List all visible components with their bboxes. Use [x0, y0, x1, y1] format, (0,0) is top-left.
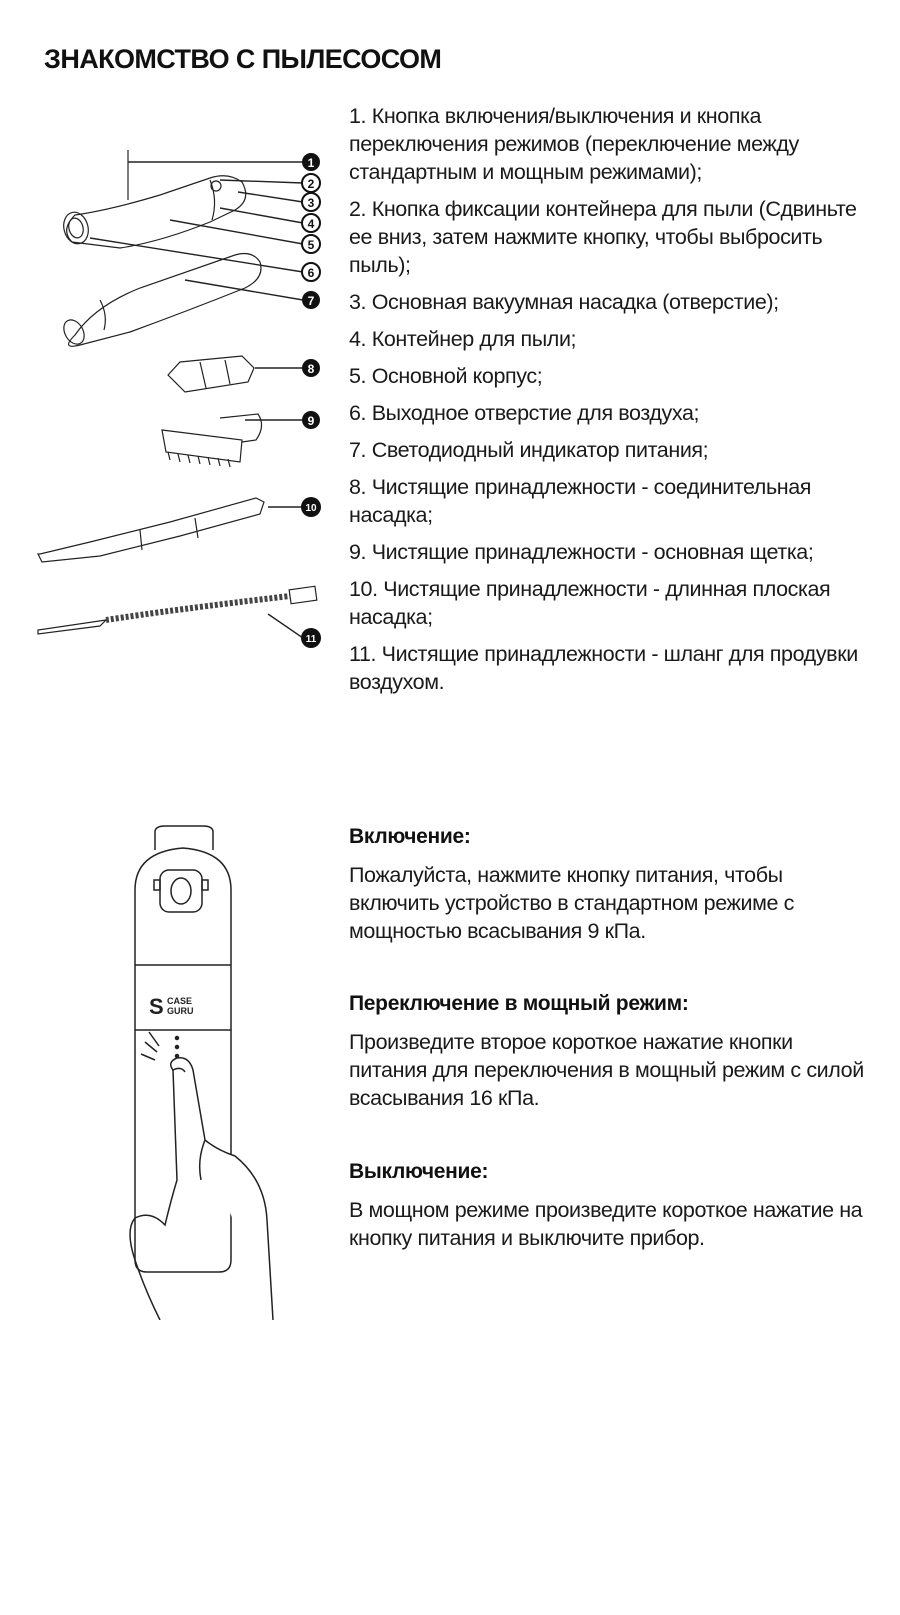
svg-text:3: 3	[307, 196, 315, 210]
svg-text:GURU: GURU	[167, 1006, 194, 1016]
badge-1: 1	[307, 156, 315, 170]
page-title: ЗНАКОМСТВО С ПЫЛЕСОСОМ	[44, 44, 442, 74]
number-badges	[301, 153, 321, 648]
svg-text:7: 7	[307, 294, 315, 308]
power-off-text: В мощном режиме произведите короткое нажатие на кнопку питания и выключите прибор.	[349, 1198, 863, 1250]
brand-logo	[149, 994, 194, 1019]
parts-list	[349, 102, 879, 705]
power-off-section	[349, 1158, 869, 1252]
svg-text:11: 11	[305, 634, 317, 645]
vacuum-top-view	[60, 150, 245, 248]
svg-text:4: 4	[307, 217, 315, 231]
part-item-6: 6. Выходное отверстие для воздуха;	[349, 401, 700, 425]
leader-lines	[90, 162, 303, 638]
vacuum-hand-illustration	[105, 820, 315, 1320]
svg-text:6: 6	[307, 266, 315, 280]
part-item-8: 8. Чистящие принадлежности - соединительная насадка;	[349, 475, 812, 527]
part-item-11: 11. Чистящие принадлежности - шланг для продувки воздухом.	[349, 642, 858, 694]
svg-text:CASE: CASE	[167, 996, 193, 1006]
power-on-section	[349, 823, 869, 945]
svg-text:8: 8	[307, 362, 315, 376]
part-item-5: 5. Основной корпус;	[349, 364, 543, 388]
part-item-4: 4. Контейнер для пыли;	[349, 327, 577, 351]
boost-mode-text: Произведите второе короткое нажатие кнопки питания для переключения в мощный режим с силой всасывания 16 кПа.	[349, 1030, 864, 1110]
svg-text:2: 2	[307, 177, 315, 191]
part-item-3: 3. Основная вакуумная насадка (отверстие);	[349, 290, 779, 314]
air-hose-drawing	[38, 586, 317, 634]
part-item-1: 1. Кнопка включения/выключения и кнопка переключения режимов (переключение между стандартным и мощным режимами);	[349, 104, 799, 184]
connector-nozzle-drawing	[168, 356, 254, 392]
brush-drawing	[162, 414, 262, 467]
vacuum-parts-diagram	[20, 110, 350, 690]
part-item-7: 7. Светодиодный индикатор питания;	[349, 438, 709, 462]
power-on-heading: Включение:	[349, 825, 471, 848]
boost-mode-section	[349, 990, 869, 1112]
boost-mode-heading: Переключение в мощный режим:	[349, 992, 689, 1015]
part-item-10: 10. Чистящие принадлежности - длинная плоская насадка;	[349, 577, 831, 629]
part-item-9: 9. Чистящие принадлежности - основная щетка;	[349, 540, 814, 564]
logo-mark: S	[149, 994, 164, 1019]
svg-text:9: 9	[307, 414, 315, 428]
long-flat-nozzle-drawing	[38, 498, 264, 562]
vacuum-bottom-view	[60, 254, 261, 348]
power-on-text: Пожалуйста, нажмите кнопку питания, чтобы включить устройство в стандартном режиме с мощностью всасывания 9 кПа.	[349, 863, 794, 943]
svg-text:5: 5	[307, 238, 315, 252]
svg-text:10: 10	[305, 503, 317, 514]
part-item-2: 2. Кнопка фиксации контейнера для пыли (Сдвиньте ее вниз, затем нажмите кнопку, чтобы выбросить пыль);	[349, 197, 857, 277]
power-off-heading: Выключение:	[349, 1160, 489, 1183]
